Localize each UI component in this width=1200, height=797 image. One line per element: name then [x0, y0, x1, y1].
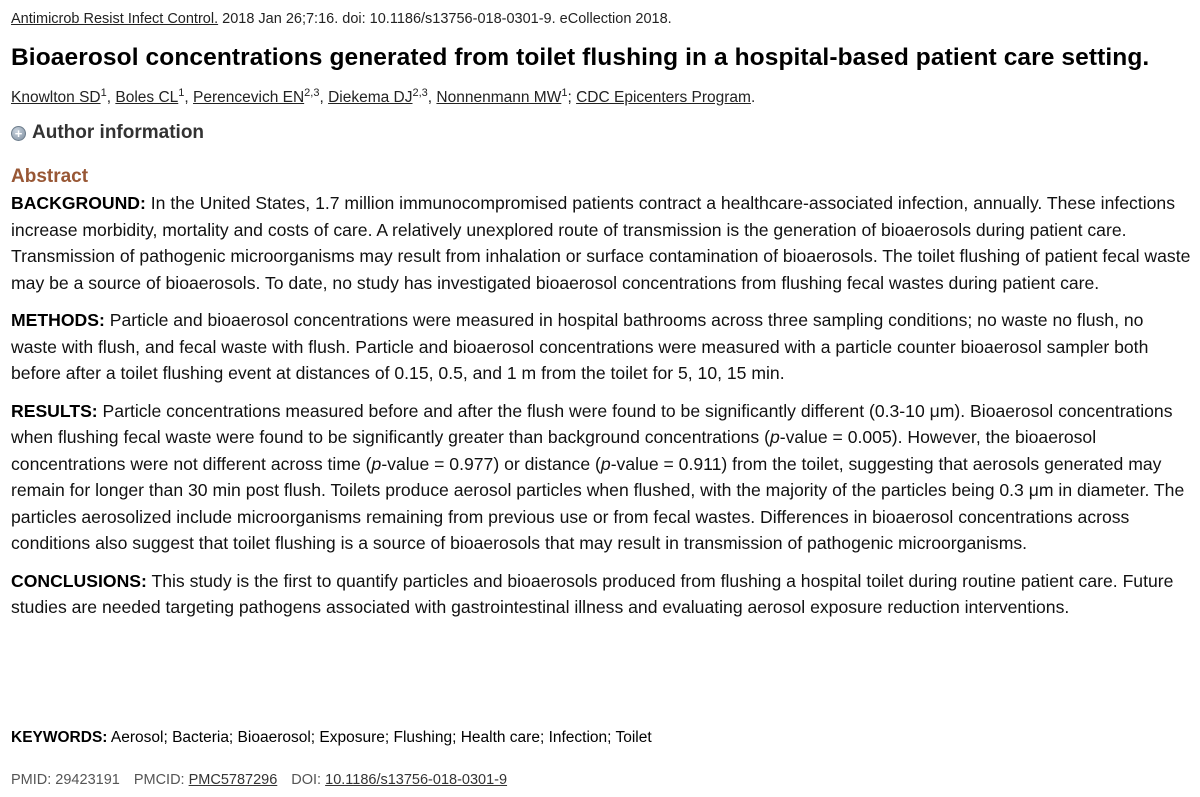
citation-details: 2018 Jan 26;7:16. doi: 10.1186/s13756-018-0301-9. eCollection 2018.: [218, 11, 672, 27]
abstract-methods: [11, 307, 1191, 387]
keywords-label: KEYWORDS:: [11, 729, 108, 746]
author-affiliation: 1: [100, 87, 107, 99]
journal-link[interactable]: Antimicrob Resist Infect Control.: [11, 11, 219, 27]
keywords-text: Aerosol; Bacteria; Bioaerosol; Exposure; Flushing; Health care; Infection; Toilet: [107, 729, 652, 746]
author-link[interactable]: Knowlton SD: [11, 89, 101, 107]
p-italic: p: [769, 427, 780, 447]
abstract-heading: Abstract: [11, 166, 89, 187]
abstract-body: [11, 190, 1191, 632]
pmid-label: PMID: 29423191: [11, 772, 120, 788]
section-label: RESULTS:: [11, 400, 98, 421]
section-label: METHODS:: [11, 310, 105, 330]
abstract-results: [11, 398, 1191, 557]
author-information-label: Author information: [32, 122, 205, 143]
section-text: In the United States, 1.7 million immunocompromised patients contract a healthcare-associated infection, annually. These infections increase morbidity, mortality and costs of care. A relatively unexplored route of transmission is the generation of bioaerosols during patient care. Transmission of pathogenic microorganisms may result from inhalation or surface contamination of bioaerosols. The toilet flushing of patient fecal waste may be a source of bioaerosols. To date, no study has investigated bioaerosol concentrations from flushing fecal wastes during patient care.: [11, 193, 1191, 293]
author-affiliation: 2,3: [304, 87, 320, 99]
abstract-background: [11, 190, 1191, 296]
author-list: Knowlton $SD^1$, Boles $CL^1$, Perencevich EN$^{2,3}$, Diekema DJ$^{2,3}$, Nonnenmann $MW^1$; CDC Epicenters Program.: [11, 87, 756, 107]
doi-label: DOI:: [291, 772, 326, 788]
author-affiliation: 2,3: [412, 87, 428, 99]
identifier-line: [11, 772, 507, 788]
author-link[interactable]: Boles CL: [115, 89, 179, 107]
p-italic: p: [600, 453, 611, 474]
abstract-conclusions: [11, 568, 1191, 621]
plus-icon[interactable]: +: [11, 126, 26, 141]
section-text: This study is the first to quantify particles and bioaerosols produced from flushing a hospital toilet during routine patient care. Future studies are needed targeting pathogens associated with gastrointestinal illness and evaluating aerosol exposure reduction interventions.: [11, 570, 1174, 617]
pmcid-link[interactable]: PMC5787296: [188, 772, 278, 788]
citation-line: [11, 11, 672, 27]
section-label: BACKGROUND:: [11, 193, 146, 213]
author-link[interactable]: Diekema DJ: [328, 89, 413, 107]
author-link[interactable]: Perencevich EN: [193, 89, 305, 107]
group-author-link[interactable]: CDC Epicenters Program: [576, 89, 751, 107]
pmcid-label: PMCID:: [133, 772, 189, 788]
author-link[interactable]: Nonnenmann MW: [436, 89, 562, 107]
section-label: CONCLUSIONS:: [11, 570, 147, 591]
section-text: Particle and bioaerosol concentrations were measured in hospital bathrooms across three sampling conditions; no waste no flush, no waste with flush, and fecal waste with flush. Particle and bioaerosol concentrations were measured with a particle counter bioaerosol sampler both before after a toilet flushing event at distances of 0.15, 0.5, and 1 m from the toilet for 5, 10, 15 min.: [11, 310, 1149, 383]
author-affiliation: 1: [178, 87, 185, 99]
author-affiliation: 1: [561, 87, 568, 99]
section-text: Particle concentrations measured before and after the flush were found to be significantly different (0.3-10 μm). Bioaerosol concentrations when flushing fecal waste were found to be significantly greater than background concentrations (: [11, 400, 1173, 447]
section-text: -value = 0.911) from the toilet, suggesting that aerosols generated may remain for longer than 30 min post flush. Toilets produce aerosol particles when flushed, with the majority of the particles being 0.3 μm in diameter. The particles aerosolized include microorganisms remaining from previous use or from fecal wastes. Differences in bioaerosol concentrations across conditions also suggest that toilet flushing is a source of bioaerosols that may result in transmission of pathogenic microorganisms.: [11, 453, 1185, 553]
section-text: -value = 0.977) or distance (: [381, 453, 601, 474]
article-title: Bioaerosol concentrations generated from toilet flushing in a hospital-based patient care setting.: [11, 44, 1150, 71]
author-information-toggle[interactable]: [11, 122, 204, 144]
section-text: -value = 0.005). However, the bioaerosol concentrations were not different across time (: [11, 427, 1097, 474]
keywords-line: [11, 729, 652, 747]
doi-link[interactable]: 10.1186/s13756-018-0301-9: [325, 772, 508, 788]
p-italic: p: [371, 453, 382, 474]
